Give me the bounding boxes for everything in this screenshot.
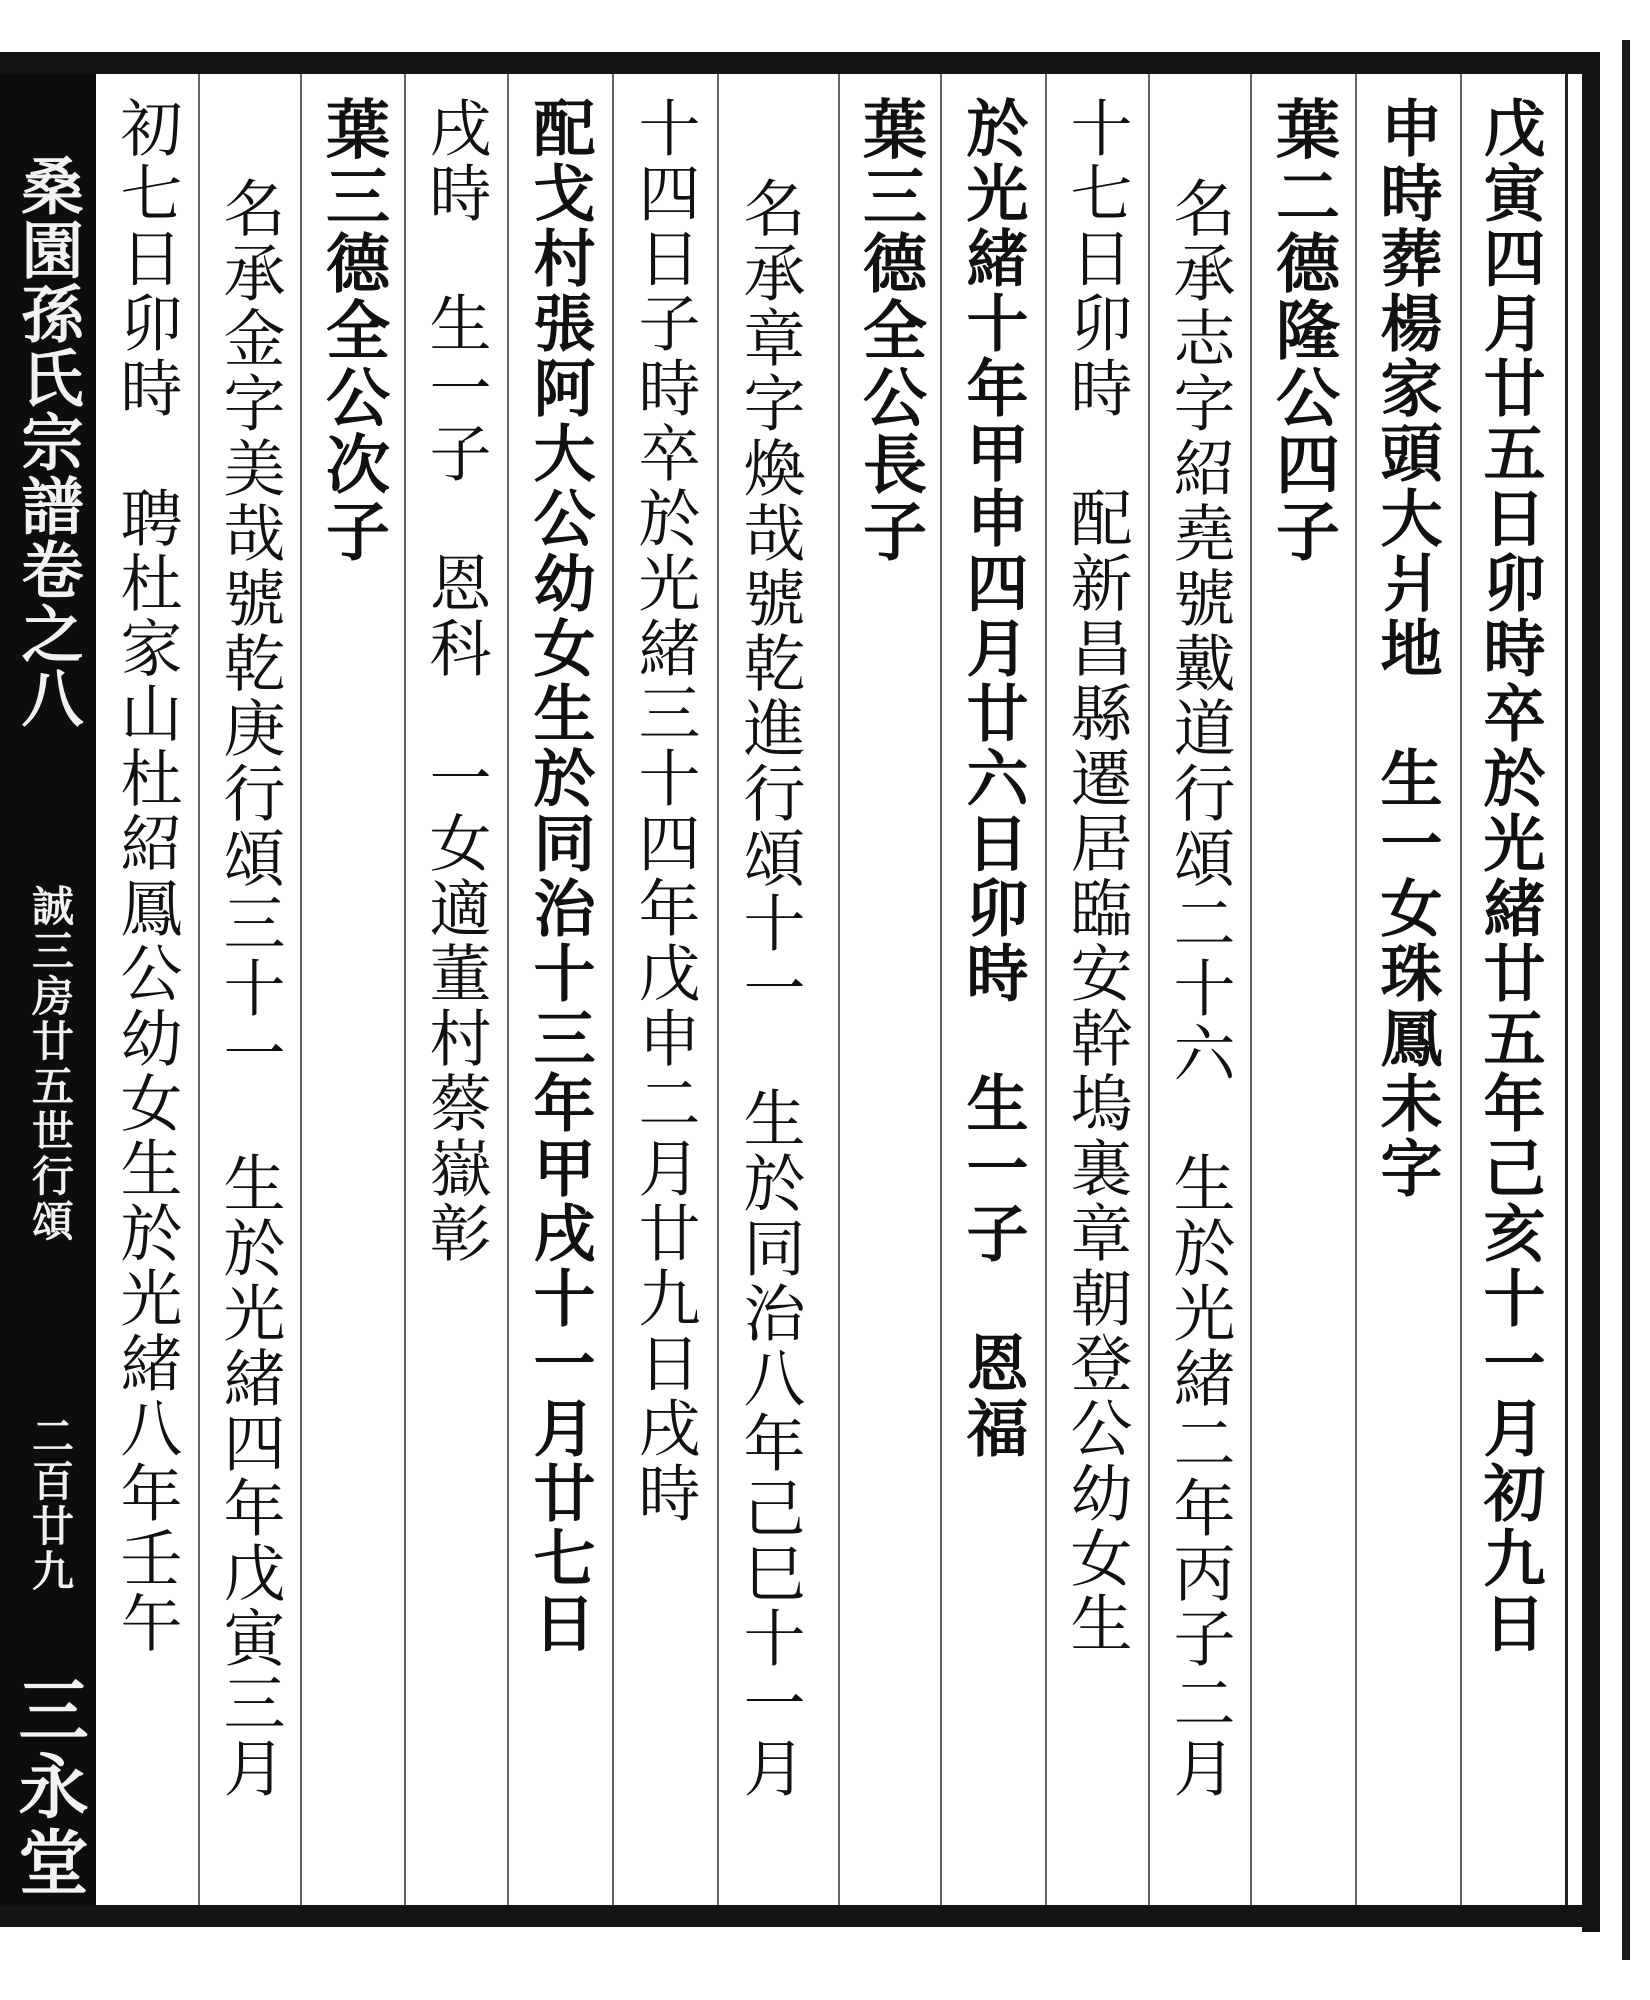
section-label: 誠三房廿五世行頌	[26, 884, 75, 1244]
column-rule	[940, 74, 942, 1905]
column-rule	[838, 74, 840, 1905]
column-rule	[507, 74, 509, 1905]
book-title	[10, 154, 84, 730]
text-column-1: 戊寅四月廿五日卯時卒於光緒廿五年己亥十一月初九日	[1473, 96, 1546, 1656]
book-title-text: 桑園孫氏宗譜	[11, 154, 84, 538]
text-column-6: 於光緒十年甲申四月廿六日卯時 生一子 恩福	[956, 96, 1029, 1461]
column-rule	[1148, 74, 1150, 1905]
column-rule	[1250, 74, 1252, 1905]
column-rule	[1045, 74, 1047, 1905]
column-rule	[1460, 74, 1462, 1905]
text-column-13: 名承金字美哉號乾庚行頌三十一 生於光緒四年戊寅三月	[213, 176, 286, 1801]
spine-margin	[0, 74, 96, 1905]
text-column-8: 名承章字煥哉號乾進行頌十一 生於同治八年己巳十一月	[733, 176, 806, 1801]
inner-border-right	[1565, 74, 1568, 1905]
page-number: 二百廿九	[26, 1414, 75, 1594]
column-rule	[404, 74, 406, 1905]
text-column-11: 戌時 生一子 恩科 一女適董村蔡嶽彰	[419, 96, 492, 1266]
entry-heading: 葉二德隆公四子	[1265, 96, 1340, 565]
column-rule	[612, 74, 614, 1905]
fold-line	[1622, 40, 1630, 1960]
column-rule	[198, 74, 200, 1905]
column-rule	[717, 74, 719, 1905]
text-column-14: 初七日卯時 聘杜家山杜紹鳳公幼女生於光緒八年壬午	[110, 96, 183, 1656]
page-border-right	[1582, 52, 1600, 1932]
text-column-9: 十四日子時卒於光緒三十四年戊申二月廿九日戌時	[628, 96, 701, 1526]
entry-heading: 葉三德全公長子	[852, 96, 927, 565]
page-border-bottom	[0, 1905, 1600, 1927]
page-border-top	[0, 52, 1600, 74]
text-column-2: 申時葬楊家頭大爿地 生一女珠鳳未字	[1370, 96, 1443, 1201]
text-column-10: 配戈村張阿大公幼女生於同治十三年甲戌十一月廿七日	[523, 96, 596, 1656]
hall-name: 三永堂	[7, 1674, 90, 1902]
column-rule	[300, 74, 302, 1905]
text-column-5: 十七日卯時 配新昌縣遷居臨安幹塢裏章朝登公幼女生	[1060, 96, 1133, 1656]
column-rule	[1355, 74, 1357, 1905]
text-column-4: 名承志字紹堯號戴道行頌二十六 生於光緒二年丙子二月	[1163, 176, 1236, 1801]
volume-label: 卷之八	[11, 538, 84, 730]
entry-heading: 葉三德全公次子	[315, 96, 390, 565]
